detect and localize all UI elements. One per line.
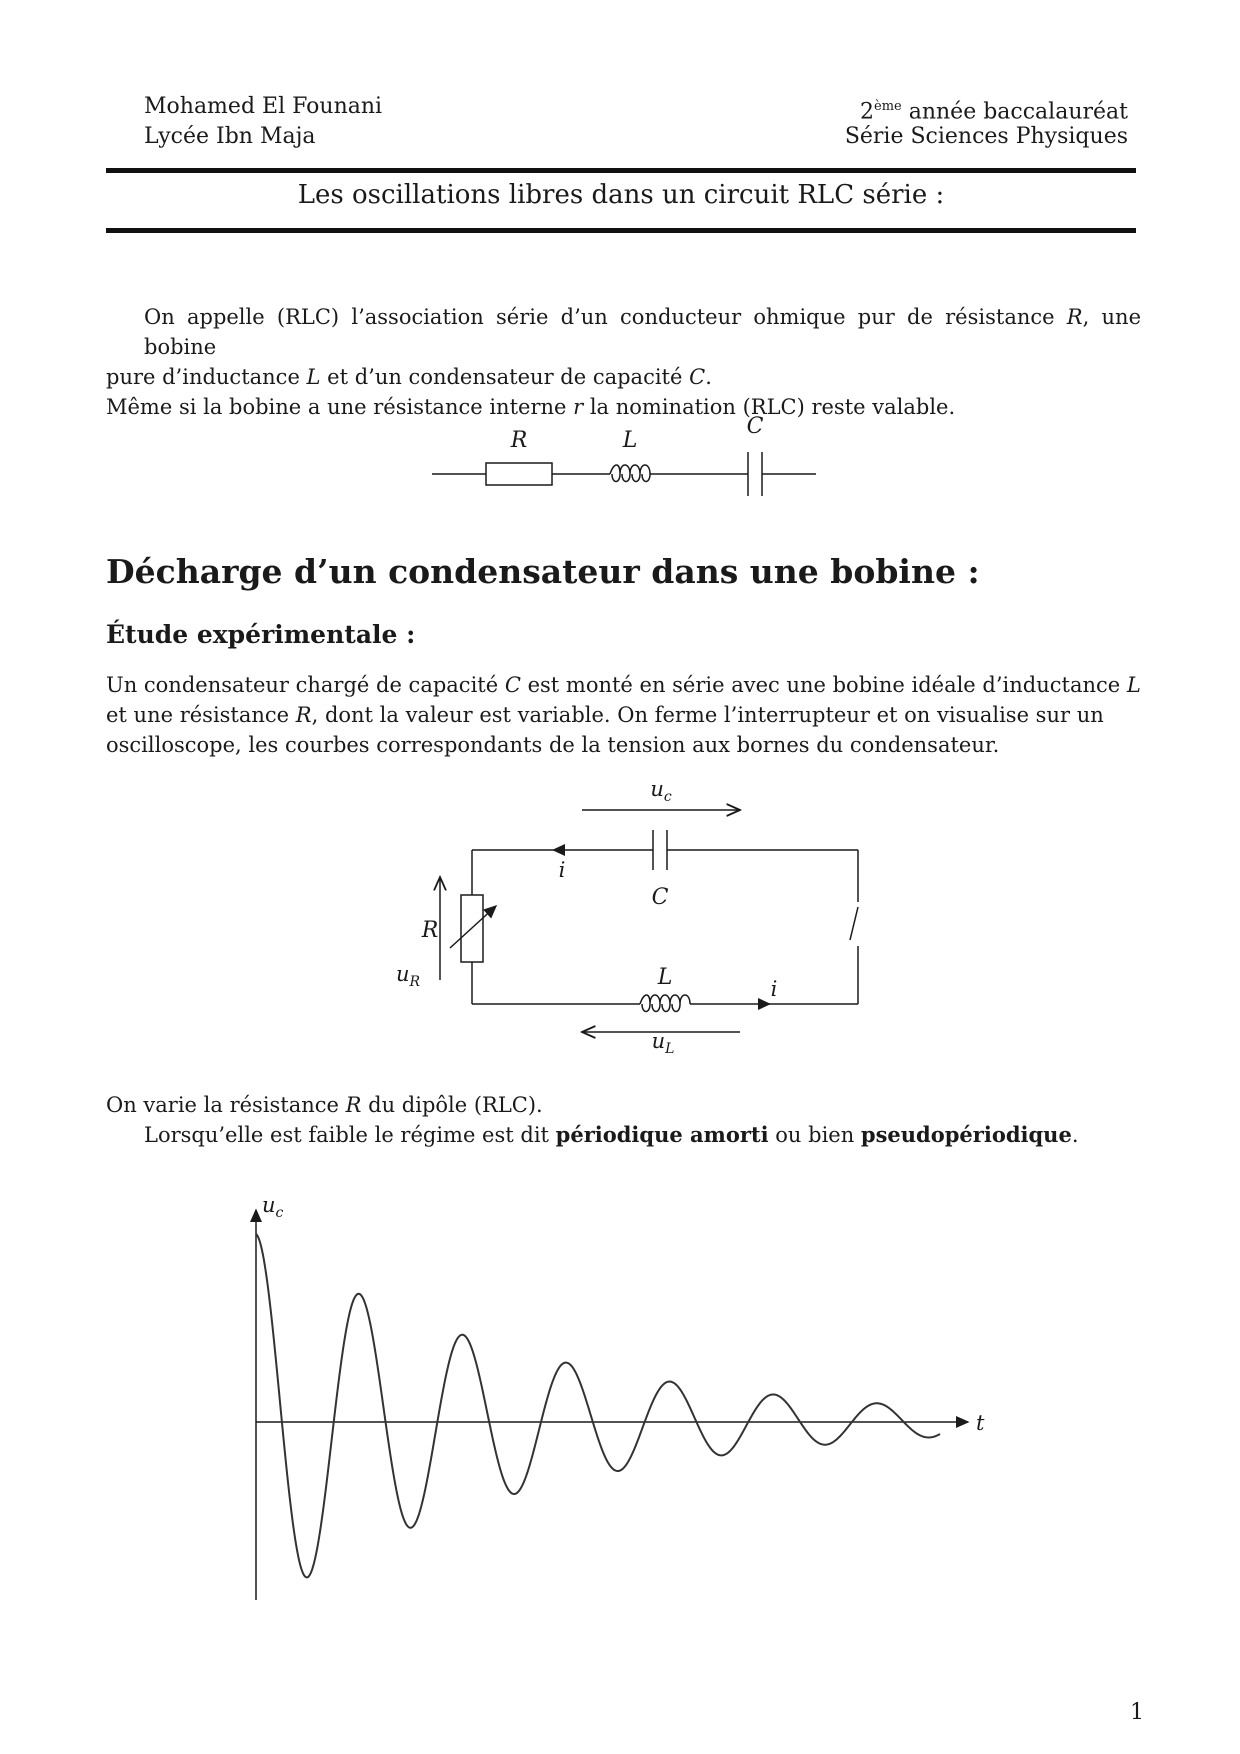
school: Lycée Ibn Maja: [144, 124, 316, 149]
label-uL: $u_L$: [651, 1029, 675, 1057]
doc-title: Les oscillations libres dans un circuit RLC série :: [297, 180, 945, 210]
subsection-heading: Étude expérimentale :: [106, 620, 416, 649]
label-L: L: [657, 965, 673, 990]
resistor-symbol: [486, 463, 552, 485]
title-rule-bottom: [106, 228, 1136, 233]
current-arrow-top: [552, 844, 565, 856]
variable-arrow: [450, 906, 496, 948]
label-i-top: i: [558, 858, 566, 882]
damped-oscillation-chart: [200, 1190, 1000, 1610]
inductor-symbol: [640, 995, 690, 1012]
current-arrow-bottom: [758, 998, 771, 1010]
label-L: L: [622, 428, 638, 453]
label-R: R: [421, 918, 439, 943]
series: Série Sciences Physiques: [844, 124, 1128, 149]
label-R: R: [510, 428, 528, 453]
vary-paragraph: On varie la résistance R du dipôle (RLC). Lorsqu’elle est faible le régime est dit périodique amorti ou bien pseudopériodique.: [106, 1093, 1079, 1147]
switch-blade: [850, 907, 858, 940]
page-number: 1: [1130, 1700, 1144, 1725]
title-rule-top: [106, 168, 1136, 173]
rlc-circuit-diagram: [380, 770, 880, 1070]
author: Mohamed El Founani: [144, 94, 383, 119]
label-i-bottom: i: [770, 977, 778, 1001]
experiment-paragraph: Un condensateur chargé de capacité C est monté en série avec une bobine idéale d’inductance L et une résistance R, dont la valeur est variable. On ferme l’interrupteur et on visualise sur un oscilloscope, les courbes correspondants de la tension aux bornes du condensateur.: [106, 673, 1141, 757]
section-heading: Décharge d’un condensateur dans une bobine :: [106, 552, 980, 591]
label-C: C: [746, 414, 764, 439]
label-C: C: [651, 885, 669, 910]
y-axis-label: $u_c$: [262, 1193, 284, 1221]
grade: 2ème année baccalauréat: [860, 99, 1128, 125]
series-rlc-diagram: [420, 410, 820, 510]
intro-paragraph: On appelle (RLC) l’association série d’un conducteur ohmique pur de résistance R, une bobine pure d’inductance L et d’un condensateur de capacité C. Même si la bobine a une résistance interne r la nomination (RLC) reste valable.: [106, 305, 1141, 419]
label-uR: $u_R$: [396, 962, 421, 990]
uc-curve: [256, 1234, 940, 1577]
label-uc: $u_c$: [650, 777, 672, 805]
x-axis-label: t: [976, 1411, 985, 1435]
inductor-symbol: [610, 465, 650, 482]
